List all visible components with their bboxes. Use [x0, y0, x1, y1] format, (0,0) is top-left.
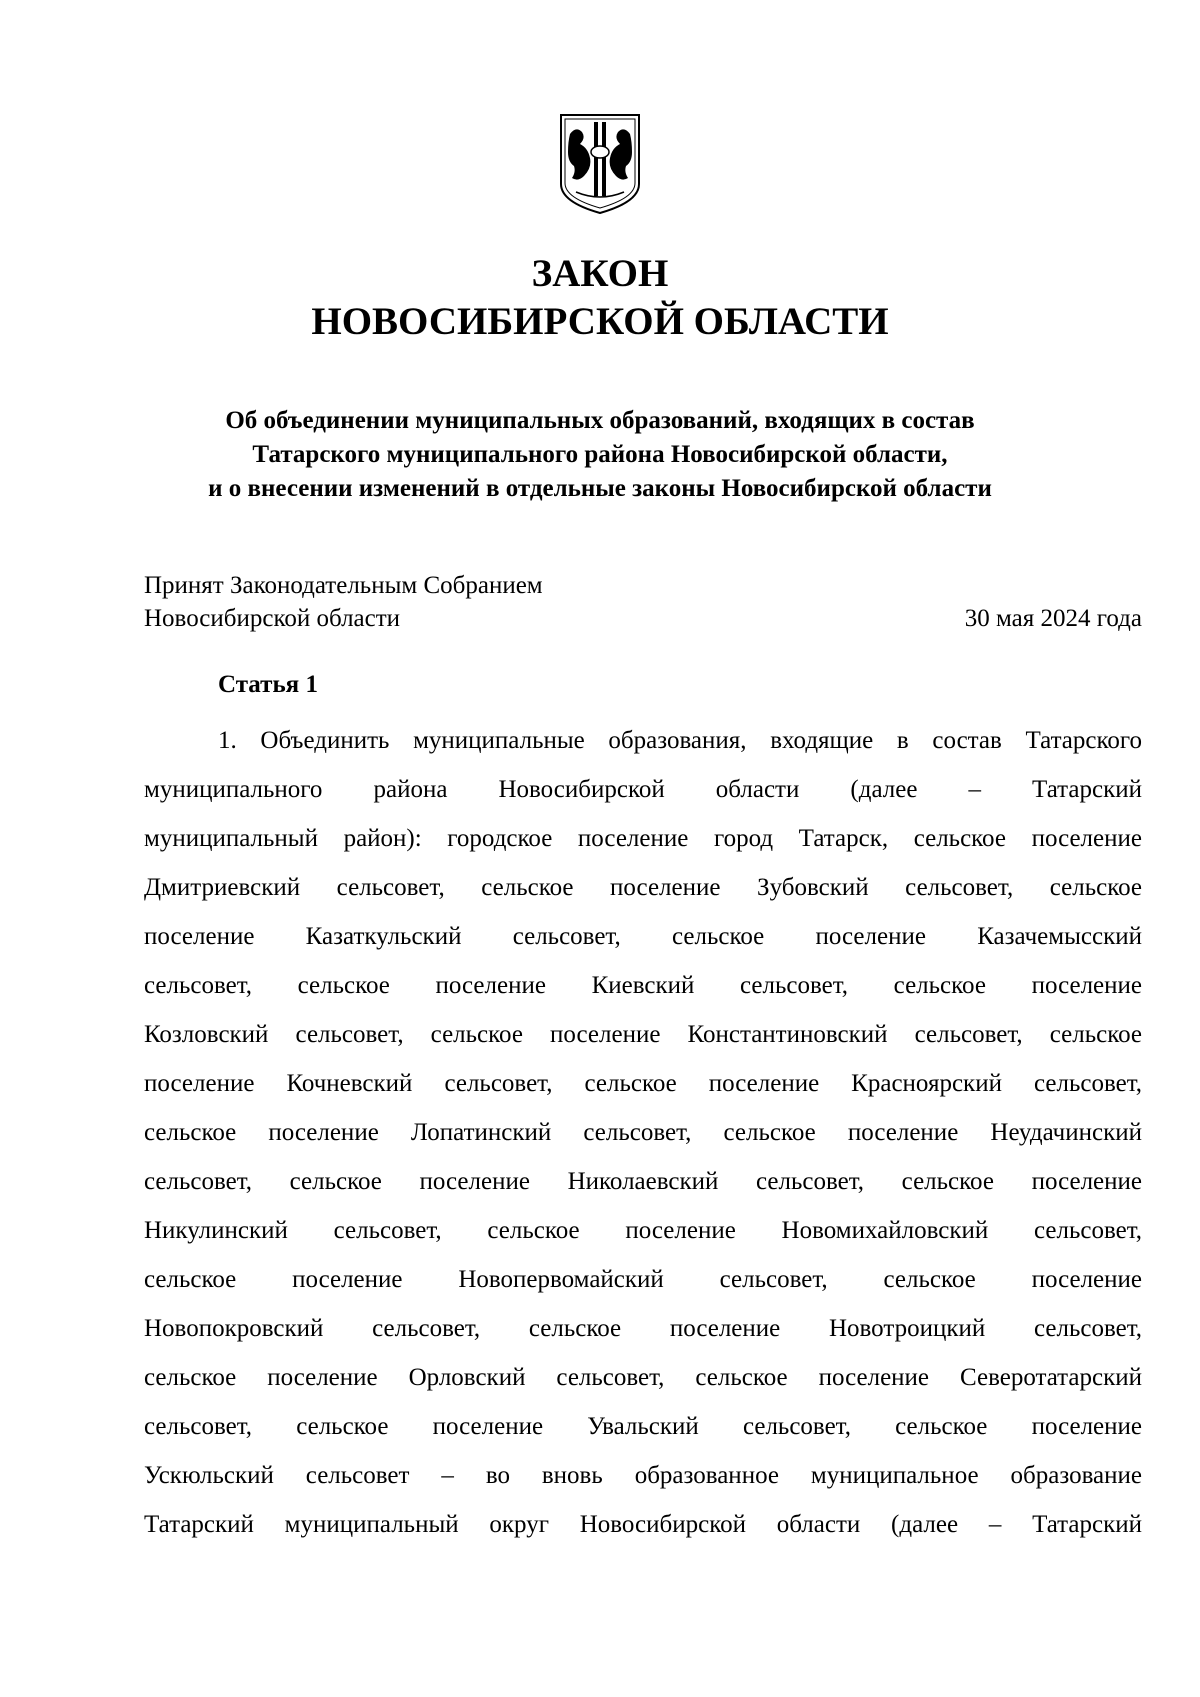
- body-line: 1. Объединить муниципальные образования, входящие в состав Татарского: [218, 727, 1142, 754]
- body-line: сельское поселение Орловский сельсовет, сельское поселение Северотатарский: [144, 1364, 1142, 1391]
- article-heading: Статья 1: [218, 671, 318, 698]
- body-line: сельсовет, сельское поселение Увальский сельсовет, сельское поселение: [144, 1413, 1142, 1440]
- body-line: Татарский муниципальный округ Новосибирской области (далее – Татарский: [144, 1511, 1142, 1538]
- adoption-date: 30 мая 2024 года: [964, 605, 1142, 632]
- title-line-1: ЗАКОН: [531, 252, 669, 295]
- body-line: сельское поселение Новопервомайский сельсовет, сельское поселение: [144, 1266, 1142, 1293]
- article-body: [144, 716, 1142, 1549]
- adoption-statement: [144, 569, 543, 635]
- body-line: поселение Кочневский сельсовет, сельское поселение Красноярский сельсовет,: [144, 1070, 1142, 1097]
- body-line: сельсовет, сельское поселение Киевский сельсовет, сельское поселение: [144, 972, 1142, 999]
- body-line: поселение Казаткульский сельсовет, сельское поселение Казачемысский: [144, 923, 1142, 950]
- subject-line-1: Об объединении муниципальных образований, входящих в состав: [225, 407, 975, 434]
- adoption-line-1: Принят Законодательным Собранием: [144, 572, 543, 599]
- body-line: Козловский сельсовет, сельское поселение Константиновский сельсовет, сельское: [144, 1021, 1142, 1048]
- body-line: Никулинский сельсовет, сельское поселение Новомихайловский сельсовет,: [144, 1217, 1142, 1244]
- body-line: Новопокровский сельсовет, сельское поселение Новотроицкий сельсовет,: [144, 1315, 1142, 1342]
- law-subject: [0, 404, 1200, 506]
- subject-line-3: и о внесении изменений в отдельные законы Новосибирской области: [208, 475, 992, 502]
- body-line: сельское поселение Лопатинский сельсовет, сельское поселение Неудачинский: [144, 1119, 1142, 1146]
- body-line: сельсовет, сельское поселение Николаевский сельсовет, сельское поселение: [144, 1168, 1142, 1195]
- document-title: [0, 250, 1200, 346]
- subject-line-2: Татарского муниципального района Новосибирской области,: [252, 441, 948, 468]
- body-line: Ускюльский сельсовет – во вновь образованное муниципальное образование: [144, 1462, 1142, 1489]
- body-line: муниципальный район): городское поселение город Татарск, сельское поселение: [144, 825, 1142, 852]
- coat-of-arms-icon: [558, 112, 642, 216]
- body-line: муниципального района Новосибирской области (далее – Татарский: [144, 776, 1142, 803]
- title-line-2: НОВОСИБИРСКОЙ ОБЛАСТИ: [311, 300, 889, 343]
- body-line: Дмитриевский сельсовет, сельское поселение Зубовский сельсовет, сельское: [144, 874, 1142, 901]
- adoption-line-2: Новосибирской области: [144, 605, 401, 632]
